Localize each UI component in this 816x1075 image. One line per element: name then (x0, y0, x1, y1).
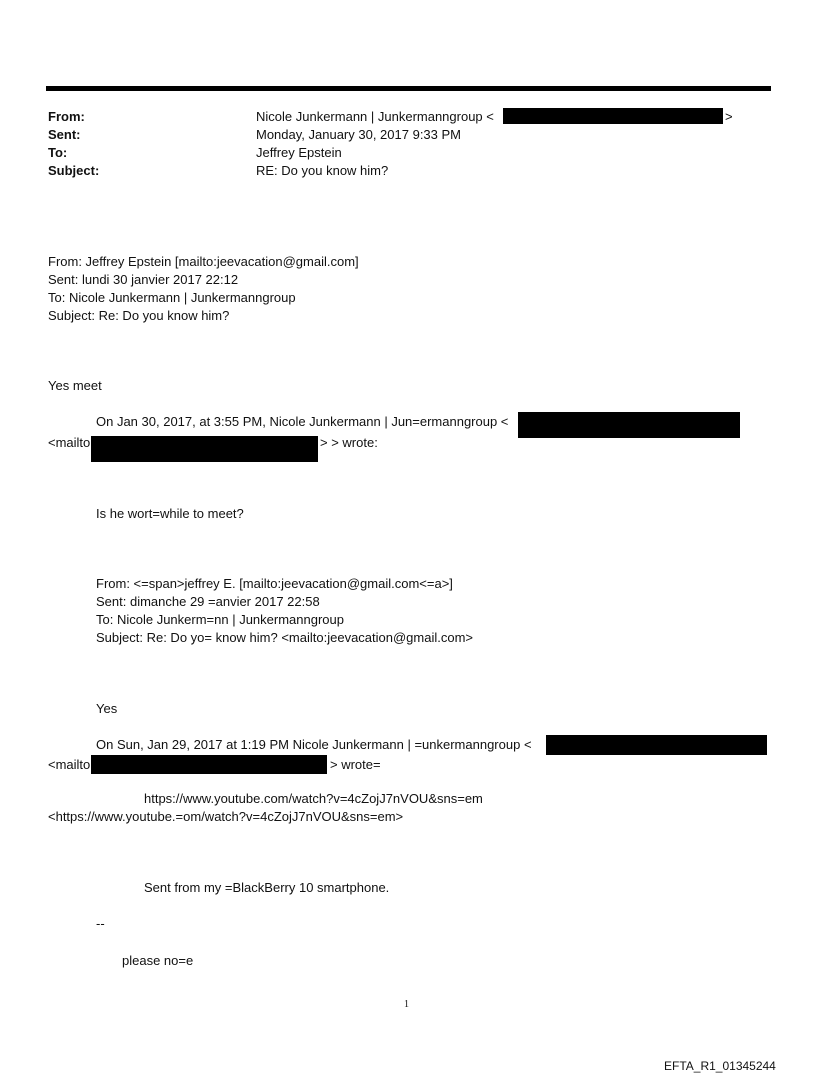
to-value: Jeffrey Epstein (256, 145, 342, 160)
on1-wrote: > > wrote: (320, 435, 378, 450)
youtube-link-angle[interactable]: <https://www.youtube.=om/watch?v=4cZojJ7nVOU&sns=em> (48, 809, 404, 824)
subject-label: Subject: (48, 163, 100, 178)
quoted2-subject: Subject: Re: Do yo= know him? <mailto:jeevacation@gmail.com> (96, 630, 474, 645)
redaction-bar (91, 436, 318, 462)
sent-from-text: Sent from my =BlackBerry 10 smartphone. (144, 880, 390, 895)
redaction-bar (518, 412, 740, 438)
on2-wrote: > wrote= (330, 757, 381, 772)
redaction-bar (91, 755, 327, 774)
quoted1-to: To: Nicole Junkermann | Junkermanngroup (48, 290, 296, 305)
redaction-bar (503, 108, 723, 124)
quoted1-from: From: Jeffrey Epstein [mailto:jeevacation@gmail.com] (48, 254, 359, 269)
redaction-bar (546, 735, 767, 755)
on1-line1: On Jan 30, 2017, at 3:55 PM, Nicole Junkermann | Jun=ermanngroup < (96, 414, 509, 429)
subject-value: RE: Do you know him? (256, 163, 389, 178)
sent-label: Sent: (48, 127, 81, 142)
to-label: To: (48, 145, 68, 160)
quoted1-sent: Sent: lundi 30 janvier 2017 22:12 (48, 272, 239, 287)
on2-line1: On Sun, Jan 29, 2017 at 1:19 PM Nicole Junkermann | =unkermanngroup < (96, 737, 532, 752)
quoted2-sent: Sent: dimanche 29 =anvier 2017 22:58 (96, 594, 320, 609)
page-number: 1 (404, 999, 409, 1010)
from-value: Nicole Junkermann | Junkermanngroup < (256, 109, 494, 124)
reply-yes-meet: Yes meet (48, 378, 102, 393)
quoted2-from: From: <=span>jeffrey E. [mailto:jeevacation@gmail.com<=a>] (96, 576, 453, 591)
quoted2-to: To: Nicole Junkerm=nn | Junkermanngroup (96, 612, 344, 627)
on2-mailto: <mailto (48, 757, 91, 772)
please-note-text: please no=e (122, 953, 194, 968)
from-close-bracket: > (725, 109, 733, 124)
header-rule (46, 86, 771, 91)
reply-yes: Yes (96, 701, 118, 716)
on1-mailto: <mailto (48, 435, 91, 450)
signature-dashes: -- (96, 916, 105, 931)
sent-value: Monday, January 30, 2017 9:33 PM (256, 127, 461, 142)
quoted1-subject: Subject: Re: Do you know him? (48, 308, 230, 323)
youtube-link[interactable]: https://www.youtube.com/watch?v=4cZojJ7nVOU&sns=em (144, 791, 483, 806)
from-label: From: (48, 109, 85, 124)
question-text: Is he wort=while to meet? (96, 506, 244, 521)
document-id: EFTA_R1_01345244 (664, 1059, 776, 1073)
